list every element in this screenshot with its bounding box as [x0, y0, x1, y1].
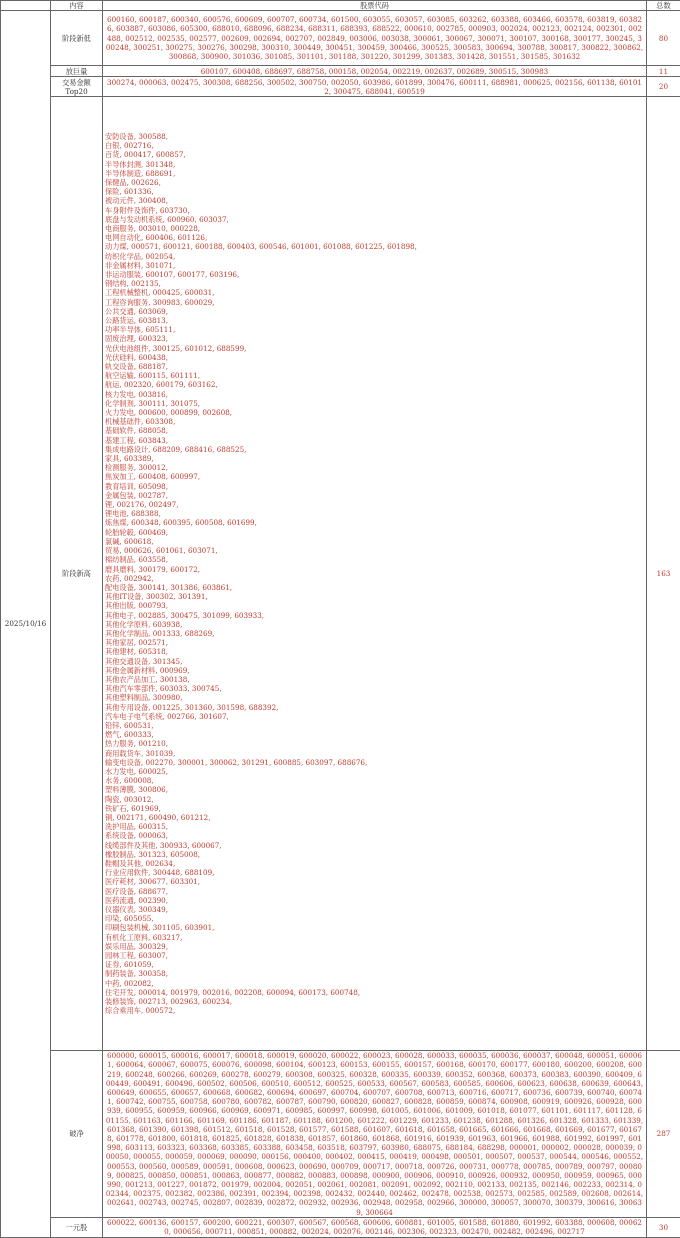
industry-line: 汽车电子电气系统, 002766, 301607,	[105, 712, 644, 721]
industry-line: 塑料薄膜, 300806,	[105, 785, 644, 794]
industry-line: 农药, 002942,	[105, 574, 644, 583]
industry-line: 底盘与发动机系统, 600960, 603037,	[105, 215, 644, 224]
table-row	[1, 11, 680, 66]
total-cell: 80	[647, 11, 680, 66]
industry-line: 住宅开发, 000014, 001979, 002016, 002208, 600094, 600173, 600748,	[105, 988, 644, 997]
industry-line: 装修装饰, 002713, 002963, 600234,	[105, 997, 644, 1006]
industry-line: 燃气, 600333,	[105, 730, 644, 739]
industry-line: 医药流通, 002390,	[105, 896, 644, 905]
industry-line: 焦炭加工, 600408, 600997,	[105, 472, 644, 481]
industry-line: 行业应用软件, 300448, 688109,	[105, 868, 644, 877]
industry-line: 其他IT设备, 300302, 301391,	[105, 592, 644, 601]
industry-line: 车身附件及饰件, 603730,	[105, 206, 644, 215]
industry-line: 其他交通设备, 301345,	[105, 657, 644, 666]
industry-line: 系统设备, 000063,	[105, 831, 644, 840]
industry-line: 锂, 002176, 002497,	[105, 500, 644, 509]
table-row	[1, 77, 680, 97]
industry-line: 商用载货车, 301039,	[105, 749, 644, 758]
category-cell: 破净	[51, 1051, 103, 1218]
industry-line: 中药, 002082,	[105, 979, 644, 988]
category-cell: 阶段新低	[51, 11, 103, 66]
industry-line: 电网自动化, 600406, 601126,	[105, 233, 644, 242]
industry-line: 其他化学制品, 001333, 688269,	[105, 629, 644, 638]
industry-line: 综合乘用车, 000572,	[105, 1006, 644, 1015]
industry-line: 印刷包装机械, 301105, 603901,	[105, 923, 644, 932]
category-cell: 阶段新高	[51, 97, 103, 1051]
header-content: 内容	[51, 1, 103, 11]
industry-line: 火力发电, 000600, 000899, 002608,	[105, 408, 644, 417]
header-total: 总数	[647, 1, 680, 11]
industry-line: 输变电设备, 002270, 300001, 300062, 301291, 600885, 603097, 688676,	[105, 758, 644, 767]
industry-line: 机械基础件, 603308,	[105, 417, 644, 426]
industry-line: 安防设备, 300588,	[105, 132, 644, 141]
industry-line: 教育培训, 605098,	[105, 482, 644, 491]
industry-line: 轮胎轮毂, 600469,	[105, 528, 644, 537]
industry-line: 医疗设备, 688677,	[105, 887, 644, 896]
table-row	[1, 66, 680, 77]
industry-line: 固废治理, 600323,	[105, 334, 644, 343]
industry-line: 其他金属新材料, 000969,	[105, 666, 644, 675]
industry-list-cell	[103, 97, 647, 1051]
industry-line: 功率半导体, 605111,	[105, 325, 644, 334]
industry-line: 集成电路设计, 688209, 688416, 688525,	[105, 445, 644, 454]
total-cell: 20	[647, 77, 680, 97]
date-cell: 2025/10/16	[1, 11, 51, 1238]
total-cell: 163	[647, 97, 680, 1051]
industry-line: 家具, 603389,	[105, 454, 644, 463]
industry-line: 钢结构, 002135,	[105, 279, 644, 288]
industry-line: 仪器仪表, 300349,	[105, 905, 644, 914]
industry-line: 磨具磨料, 300179, 600172,	[105, 565, 644, 574]
industry-line: 公共交通, 603069,	[105, 307, 644, 316]
industry-line: 动力煤, 000571, 600121, 600188, 600403, 600546, 601001, 601088, 601225, 601898,	[105, 242, 644, 251]
industry-line: 制药装备, 300358,	[105, 969, 644, 978]
industry-line: 基础软件, 688058,	[105, 426, 644, 435]
industry-line: 锂电池, 688388,	[105, 509, 644, 518]
codes-cell: 300274, 000063, 002475, 300308, 688256, 300502, 300750, 002050, 603986, 601899, 300476, 600111, 688981, 000625, 002156, 601138, 601012, 300475, 688041, 600519	[103, 77, 647, 97]
header-row	[1, 1, 680, 11]
industry-line: 陶瓷, 003012,	[105, 795, 644, 804]
table-row	[1, 1051, 680, 1218]
codes-cell: 600000, 600015, 600016, 600017, 600018, 600019, 600020, 600022, 600023, 600028, 600033, 600035, 600036, 600037, 600048, 600051, 600061, 600064, 600067, 600075, 600076, 600098, 600104, 600123, 600153, 600155, 600157, 600168, 600170, 600177, 600180, 600200, 600208, 600219, 600248, 600266, 600269, 600278, 600279, 600308, 600325, 600328, 600335, 600339, 600352, 600368, 600373, 600383, 600390, 600409, 600449, 600491, 600496, 600502, 600506, 600510, 600512, 600525, 600533, 600567, 600583, 600585, 600606, 600623, 600638, 600639, 600643, 600649, 600655, 600657, 600668, 600682, 600694, 600697, 600704, 600707, 600708, 600713, 600716, 600717, 600736, 600739, 600740, 600741, 600742, 600755, 600758, 600780, 600782, 600787, 600790, 600820, 600827, 600828, 600859, 600874, 600908, 600919, 600926, 600928, 600939, 600955, 600959, 600966, 600969, 600971, 600985, 600997, 600998, 601005, 601006, 601009, 601018, 601077, 601101, 601117, 601128, 601155, 601163, 601166, 601169, 601186, 601187, 601188, 601200, 601222, 601229, 601233, 601238, 601288, 601326, 601328, 601333, 601339, 601368, 601390, 601398, 601512, 601518, 601528, 601577, 601588, 601607, 601618, 601658, 601665, 601666, 601668, 601669, 601677, 601678, 601778, 601800, 601818, 601825, 601828, 601838, 601857, 601860, 601868, 601916, 601939, 601963, 601966, 601988, 601992, 601997, 601998, 603113, 603323, 603368, 603385, 603388, 603458, 603518, 603797, 603980, 688075, 688184, 688298, 000001, 000002, 000028, 000039, 000050, 000055, 000059, 000069, 000090, 000156, 000400, 000402, 000415, 000419, 000498, 000501, 000507, 000537, 000544, 000546, 000552, 000553, 000560, 000589, 000591, 000608, 000623, 000690, 000709, 000717, 000718, 000726, 000731, 000778, 000785, 000789, 000797, 000809, 000825, 000850, 000851, 000863, 000877, 000882, 000883, 000898, 000900, 000906, 000910, 000926, 000932, 000950, 000959, 000965, 000990, 001213, 001227, 001872, 001979, 002004, 002051, 002061, 002081, 002091, 002092, 002110, 002133, 002135, 002146, 002233, 002314, 002344, 002375, 002382, 002386, 002391, 002394, 002398, 002432, 002440, 002462, 002478, 002538, 002573, 002585, 002589, 002608, 002614, 002641, 002743, 002745, 002807, 002839, 002872, 002932, 002936, 002948, 002958, 002966, 300000, 300057, 300070, 300379, 300616, 300639, 300664	[103, 1051, 647, 1218]
industry-line: 轨交设备, 688187,	[105, 362, 644, 371]
industry-line: 印染, 605055,	[105, 914, 644, 923]
industry-line: 铁矿石, 601969,	[105, 804, 644, 813]
industry-line: 鞋帽及其他, 002634,	[105, 859, 644, 868]
industry-line: 百货, 000417, 600857,	[105, 150, 644, 159]
industry-line: 棉纺制品, 603558,	[105, 555, 644, 564]
total-cell: 30	[647, 1217, 680, 1237]
table-row	[1, 1217, 680, 1237]
industry-line: 白银, 002716,	[105, 141, 644, 150]
industry-line: 其他电子, 002885, 300475, 301099, 603933,	[105, 611, 644, 620]
industry-line: 纺织化学品, 002054,	[105, 252, 644, 261]
industry-line: 氯碱, 600618,	[105, 537, 644, 546]
industry-line: 其他农产品加工, 300138,	[105, 675, 644, 684]
codes-cell: 600160, 600187, 600340, 600576, 600609, 600707, 600734, 601500, 603055, 603057, 603085, 603262, 603388, 603466, 603578, 603819, 603826, 603887, 603086, 605300, 688010, 688096, 688234, 688311, 688393, 688522, 000610, 002785, 000903, 002024, 002123, 002124, 002301, 002488, 002512, 002535, 002577, 002609, 002694, 002707, 002849, 003006, 003038, 300061, 300067, 300071, 300107, 300168, 300177, 300245, 300248, 300251, 300275, 300276, 300298, 300310, 300449, 300451, 300459, 300466, 300525, 300583, 300694, 300788, 300817, 300822, 300862, 300868, 300900, 301036, 301085, 301101, 301188, 301220, 301299, 301383, 301428, 301551, 301585, 301632	[103, 11, 647, 66]
codes-cell: 600107, 600408, 688697, 688758, 000158, 002054, 002219, 002637, 002689, 300515, 300983	[103, 66, 647, 77]
industry-line: 工程咨询服务, 300983, 600029,	[105, 298, 644, 307]
industry-line: 金属包装, 002787,	[105, 491, 644, 500]
industry-line: 铅锌, 600531,	[105, 721, 644, 730]
industry-line: 航空运输, 600115, 601111,	[105, 371, 644, 380]
codes-cell: 600022, 600136, 600157, 600200, 600221, 600307, 600567, 600568, 600606, 600881, 601005, 601588, 601880, 601992, 603388, 000608, 000620, 000656, 000711, 000851, 000882, 002024, 002076, 002146, 002306, 002323, 002470, 002482, 002496, 002717	[103, 1217, 647, 1237]
industry-line: 贸易, 000626, 601061, 603071,	[105, 546, 644, 555]
industry-line: 光伏电池组件, 300125, 601012, 688599,	[105, 344, 644, 353]
industry-line: 化学制剂, 300111, 301075,	[105, 399, 644, 408]
industry-line: 其他汽车零部件, 603033, 300745,	[105, 684, 644, 693]
industry-line: 被动元件, 300408,	[105, 196, 644, 205]
total-cell: 11	[647, 66, 680, 77]
industry-line: 光伏硅料, 600438,	[105, 353, 644, 362]
industry-line: 检测服务, 300012,	[105, 463, 644, 472]
industry-line: 非运动服装, 600107, 600177, 603196,	[105, 270, 644, 279]
industry-line: 铜, 002171, 600490, 601212,	[105, 813, 644, 822]
industry-line: 线缆部件及其他, 300933, 600067,	[105, 841, 644, 850]
industry-line: 电商服务, 003010, 000228,	[105, 224, 644, 233]
industry-line: 水力发电, 600025,	[105, 767, 644, 776]
industry-line: 半导体封测, 301348,	[105, 160, 644, 169]
category-cell: 交易金额Top20	[51, 77, 103, 97]
industry-line: 保健品, 002626,	[105, 178, 644, 187]
industry-line: 其他建材, 605318,	[105, 647, 644, 656]
industry-line: 橡胶制品, 301323, 605008,	[105, 850, 644, 859]
industry-line: 其他专用设备, 001225, 301360, 301598, 688392,	[105, 703, 644, 712]
industry-line: 其他化学原料, 603938,	[105, 620, 644, 629]
industry-line: 其他出版, 000793,	[105, 601, 644, 610]
industry-line: 非金属材料, 301071,	[105, 261, 644, 270]
category-cell: 一元股	[51, 1217, 103, 1237]
industry-line: 核力发电, 003816,	[105, 390, 644, 399]
industry-line: 其他塑料制品, 300980,	[105, 693, 644, 702]
industry-line: 其他家居, 002571,	[105, 638, 644, 647]
header-date	[1, 1, 51, 11]
industry-line: 半导体制造, 688691,	[105, 169, 644, 178]
industry-line: 炼焦煤, 600348, 600395, 600508, 601699,	[105, 518, 644, 527]
industry-line: 园林工程, 603007,	[105, 951, 644, 960]
total-cell: 287	[647, 1051, 680, 1218]
category-cell: 放巨量	[51, 66, 103, 77]
table-row	[1, 97, 680, 1051]
industry-line: 工程机械整机, 000425, 600031,	[105, 288, 644, 297]
industry-line: 洗护用品, 600315,	[105, 822, 644, 831]
header-codes: 股票代码	[103, 1, 647, 11]
industry-line: 医疗耗材, 300677, 603301,	[105, 877, 644, 886]
industry-line: 配电设备, 300141, 301386, 603861,	[105, 583, 644, 592]
industry-line: 热力服务, 001210,	[105, 739, 644, 748]
industry-line: 证券, 601059,	[105, 960, 644, 969]
industry-line: 娱乐用品, 300329,	[105, 942, 644, 951]
industry-line: 基建工程, 603843,	[105, 436, 644, 445]
industry-line: 水务, 600008,	[105, 776, 644, 785]
industry-line: 公路货运, 603813,	[105, 316, 644, 325]
industry-line: 保险, 601336,	[105, 187, 644, 196]
industry-line: 有机化工原料, 603217,	[105, 933, 644, 942]
industry-line: 航运, 002320, 600179, 603162,	[105, 380, 644, 389]
